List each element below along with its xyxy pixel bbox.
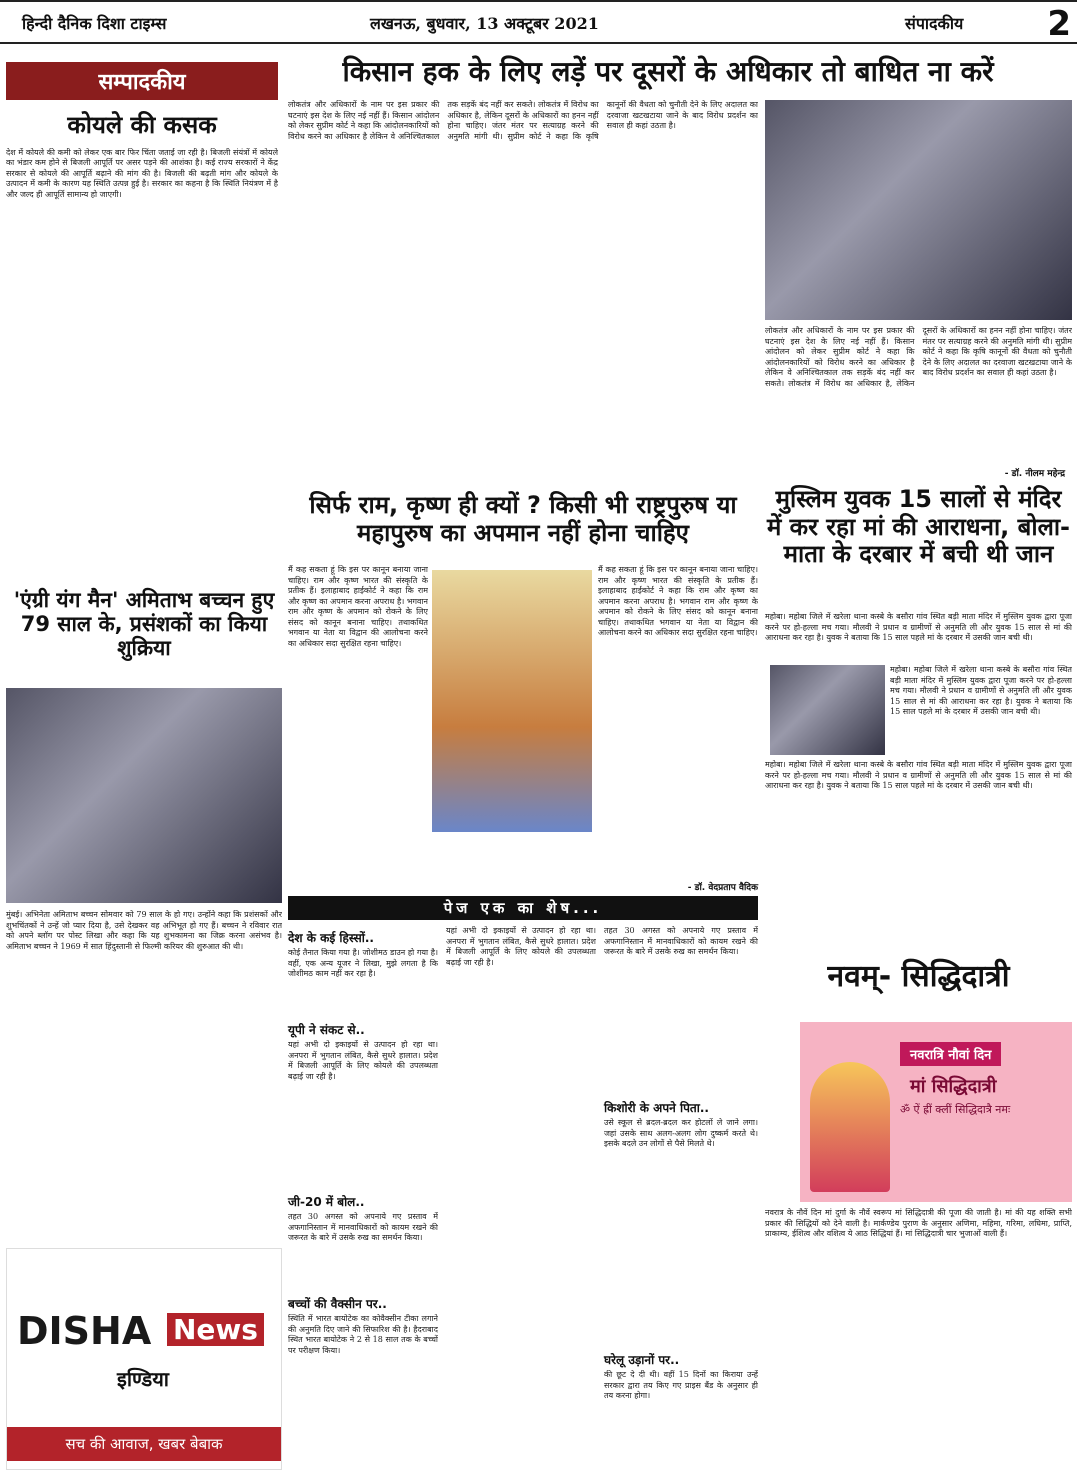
navratri-card-tag: नवरात्रि नौवां दिन	[900, 1042, 1001, 1066]
dateline: लखनऊ, बुधवार, 13 अक्टूबर 2021	[370, 14, 599, 33]
main-byline: - डॉ. नीलम महेन्द्र	[1004, 469, 1065, 479]
ram-body-right: मैं कह सकता हूं कि इस पर कानून बनाया जाना चाहिए। राम और कृष्ण भारत की संस्कृति के प्रतीक हैं। इलाहाबाद हाईकोर्ट ने कहा कि राम और कृष्ण का अपमान करना अपराध है। भगवान राम और कृष्ण के अपमान को रोकने के लिए संसद को कानून बनाना चाहिए। तथाकथित भगवान या नेता या विद्वान की आलोचना करने का अधिकार सदा सुरक्षित रहना चाहिए।	[598, 565, 758, 637]
navratri-card	[800, 1022, 1072, 1202]
temple-photo	[770, 665, 885, 755]
page-ek-col-1	[288, 926, 438, 1394]
page-ek-section-title: बच्चों की वैक्सीन पर..	[288, 1297, 387, 1311]
paper-name: हिन्दी दैनिक दिशा टाइम्स	[22, 14, 167, 33]
navratri-body: नवरात्र के नौवें दिन मां दुर्गा के नौवें स्वरूप मां सिद्धिदात्री की पूजा की जाती है। मां की यह शक्ति सभी प्रकार की सिद्धियों को देने वाली है। मार्कण्डेय पुराण के अनुसार अणिमा, महिमा, गरिमा, लघिमा, प्राप्ति, प्राकाम्य, ईशित्व और वशित्व ये आठ सिद्धियां हैं। मां सिद्धिदात्री चार भुजाओं वाली हैं।	[765, 1208, 1072, 1238]
disha-news-ad	[6, 1248, 282, 1470]
ad-brand-main: DISHA	[17, 1309, 152, 1353]
page-ek-section-body: तहत 30 अगस्त को अपनाये गए प्रस्ताव में अफगानिस्तान में मानवाधिकारों को कायम रखने की जरूरत के बारे में उसके रुख का समर्थन किया।	[288, 1212, 438, 1242]
ram-byline: - डॉ. वेदप्रताप वैदिक	[687, 883, 758, 893]
page-ek-section-title: किशोरी के अपने पिता..	[604, 1101, 709, 1115]
main-headline: किसान हक के लिए लड़ें पर दूसरों के अधिकार तो बाधित ना करें	[342, 55, 994, 88]
page-ek-col-2: यहां अभी दो इकाइयों से उत्पादन हो रहा था। अनपरा में भुगतान लंबित, कैसे सुधरे हालात। प्रदेश में बिजली आपूर्ति के लिए कोयले की उपलब्धता बढ़ाई जा रही है।	[446, 926, 596, 967]
editorial-title: कोयले की कसक	[67, 111, 217, 139]
amitabh-article	[6, 588, 282, 660]
amitabh-body: मुंबई। अभिनेता अमिताभ बच्चन सोमवार को 79 साल के हो गए। उन्होंने कहा कि प्रशंसकों और शुभचिंतकों ने उन्हें जो प्यार दिया है, उसे देखकर वह अभिभूत हो गए हैं। बच्चन ने रविवार रात को अपने ब्लॉग पर पोस्ट लिखा और कहा कि यह शुभकामना का जिक्र करना असंभव है। अमिताभ बच्चन ने 1969 में सात हिंदुस्तानी से फिल्मी करियर की शुरुआत की थी।	[6, 910, 282, 951]
page-ek-section-title: देश के कई हिस्सों..	[288, 931, 374, 945]
ram-krishna-illustration	[432, 570, 592, 832]
page-ek-section-body: तहत 30 अगस्त को अपनाये गए प्रस्ताव में अफगानिस्तान में मानवाधिकारों को कायम रखने की जरूरत के बारे में उसके रुख का समर्थन किया।	[604, 926, 758, 956]
amitabh-photo-collage	[6, 688, 282, 903]
page-ek-section-body: कोई तैनात किया गया है। जोशीमठ डाउन हो गया है। वहीं, एक अन्य यूजर ने लिखा, मुझे लगता है कि जोशीमठ काम नहीं कर रहा है।	[288, 948, 438, 978]
protest-photo	[765, 100, 1072, 320]
editorial-banner: सम्पादकीय	[6, 62, 278, 100]
temple-body-bottom: महोबा। महोबा जिले में खरेला थाना कस्बे के बसौरा गांव स्थित बड़ी माता मंदिर में मुस्लिम युवक द्वारा पूजा करने पर हो-हल्ला मच गया। मौलवी ने प्रधान व ग्रामीणों से अनुमति ली और युवक 15 साल से मां की आराधना कर रहा है। युवक ने बताया कि 15 साल पहले मां के दरबार में उसकी जान बची थी।	[765, 760, 1072, 790]
main-body: लोकतंत्र और अधिकारों के नाम पर इस प्रकार की घटनाएं इस देश के लिए नई नहीं हैं। किसान आंदोलन को लेकर सुप्रीम कोर्ट ने कहा कि आंदोलनकारियों को विरोध करने का अधिकार है लेकिन वे अनिश्चितकाल तक सड़कें बंद नहीं कर सकते। लोकतंत्र में विरोध का अधिकार है, लेकिन दूसरों के अधिकारों का हनन नहीं होना चाहिए। जंतर मंतर पर सत्याग्रह करने की अनुमति मांगी थी। सुप्रीम कोर्ट ने कहा कि कृषि कानूनों की वैधता को चुनौती देने के लिए अदालत का दरवाजा खटखटाया जाने के बाद विरोध प्रदर्शन का सवाल ही कहां उठता है।	[288, 100, 758, 141]
page-ek-section-title: यूपी ने संकट से..	[288, 1023, 365, 1037]
temple-body-side: महोबा। महोबा जिले में खरेला थाना कस्बे के बसौरा गांव स्थित बड़ी माता मंदिर में मुस्लिम युवक द्वारा पूजा करने पर हो-हल्ला मच गया। मौलवी ने प्रधान व ग्रामीणों से अनुमति ली और युवक 15 साल से मां की आराधना कर रहा है। युवक ने बताया कि 15 साल पहले मां के दरबार में उसकी जान बची थी।	[890, 665, 1072, 716]
navratri-title: नवम्- सिद्धिदात्री	[827, 959, 1010, 994]
goddess-illustration	[810, 1062, 890, 1192]
navratri-card-mantra: ॐ ऐं ह्रीं क्लीं सिद्धिदात्रै नमः	[900, 1103, 1011, 1116]
amitabh-headline: 'एंग्री यंग मैन' अमिताभ बच्चन हुए 79 साल के, प्रसंशकों का किया शुक्रिया	[13, 588, 275, 661]
main-body-cont: लोकतंत्र और अधिकारों के नाम पर इस प्रकार की घटनाएं इस देश के लिए नई नहीं हैं। किसान आंदोलन को लेकर सुप्रीम कोर्ट ने कहा कि आंदोलनकारियों को विरोध करने का अधिकार है लेकिन वे अनिश्चितकाल तक सड़कें बंद नहीं कर सकते। लोकतंत्र में विरोध का अधिकार है, लेकिन दूसरों के अधिकारों का हनन नहीं होना चाहिए। जंतर मंतर पर सत्याग्रह करने की अनुमति मांगी थी। सुप्रीम कोर्ट ने कहा कि कृषि कानूनों की वैधता को चुनौती देने के लिए अदालत का दरवाजा खटखटाया जाने के बाद विरोध प्रदर्शन का सवाल ही कहां उठता है।	[765, 326, 1072, 388]
ad-brand-hindi: इण्डिया	[117, 1367, 169, 1391]
page-ek-section-body: यहां अभी दो इकाइयों से उत्पादन हो रहा था। अनपरा में भुगतान लंबित, कैसे सुधरे हालात। प्रदेश में बिजली आपूर्ति के लिए कोयले की उपलब्धता बढ़ाई जा रही है।	[288, 1040, 438, 1081]
masthead	[0, 0, 1077, 44]
editorial	[6, 62, 278, 568]
page-number: 2	[1047, 4, 1071, 44]
navratri-card-title: मां सिद्धिदात्री	[910, 1076, 997, 1097]
section-name: संपादकीय	[905, 14, 964, 33]
page-ek-section-body: की छूट दे दी थी। वहीं 15 दिनों का किराया उन्हें सरकार द्वारा तय किए गए प्राइस बैंड के अनुसार ही तय करना होगा।	[604, 1370, 758, 1400]
ad-tagline: सच की आवाज, खबर बेबाक	[7, 1427, 281, 1461]
page-ek-col-3	[604, 926, 758, 1450]
page-ek-section-title: घरेलू उड़ानों पर..	[604, 1353, 680, 1367]
ad-brand-news: News	[167, 1313, 264, 1346]
temple-headline: मुस्लिम युवक 15 सालों से मंदिर में कर रहा मां की आराधना, बोला- माता के दरबार में बची थी जान	[766, 485, 1071, 569]
ram-headline: सिर्फ राम, कृष्ण ही क्यों ? किसी भी राष्ट्रपुरुष या महापुरुष का अपमान नहीं होना चाहिए	[309, 491, 737, 547]
ram-body-left: मैं कह सकता हूं कि इस पर कानून बनाया जाना चाहिए। राम और कृष्ण भारत की संस्कृति के प्रतीक हैं। इलाहाबाद हाईकोर्ट ने कहा कि राम और कृष्ण का अपमान करना अपराध है। भगवान राम और कृष्ण के अपमान को रोकने के लिए संसद को कानून बनाना चाहिए। तथाकथित भगवान या नेता या विद्वान की आलोचना करने का अधिकार सदा सुरक्षित रहना चाहिए।	[288, 565, 428, 648]
page-ek-bar: पेज एक का शेष...	[288, 896, 758, 920]
page-ek-section-body: स्थिति में भारत बायोटेक का कोवैक्सीन टीका लगाने की अनुमति दिए जाने की सिफारिश की है। हैदराबाद स्थित भारत बायोटेक ने 2 से 18 साल तक के बच्चों पर परीक्षण किया।	[288, 1314, 438, 1355]
page-ek-section-title: जी-20 में बोल..	[288, 1195, 365, 1209]
editorial-body: देश में कोयले की कमी को लेकर एक बार फिर चिंता जताई जा रही है। बिजली संयंत्रों में कोयले का भंडार कम होने से बिजली आपूर्ति पर असर पड़ने की आशंका है। कई राज्य सरकारों ने केंद्र सरकार से कोयले की आपूर्ति बढ़ाने की मांग की है। बिजली की बढ़ती मांग और कोयले के उत्पादन में कमी के कारण यह स्थिति उत्पन्न हुई है। सरकार का कहना है कि स्थिति नियंत्रण में है और जल्द ही आपूर्ति सामान्य हो जाएगी।	[6, 147, 278, 199]
temple-body-top: महोबा। महोबा जिले में खरेला थाना कस्बे के बसौरा गांव स्थित बड़ी माता मंदिर में मुस्लिम युवक द्वारा पूजा करने पर हो-हल्ला मच गया। मौलवी ने प्रधान व ग्रामीणों से अनुमति ली और युवक 15 साल से मां की आराधना कर रहा है। युवक ने बताया कि 15 साल पहले मां के दरबार में उसकी जान बची थी।	[765, 612, 1072, 642]
page-ek-section-body: उसे स्कूल से ब्रदल-ब्रदल कर होटलों ले जाने लगा। जहां उसके साथ अलग-अलग लोग दुष्कर्म करते थे। इसके बदले उन लोगों से पैसे मिलते थे।	[604, 1118, 758, 1148]
